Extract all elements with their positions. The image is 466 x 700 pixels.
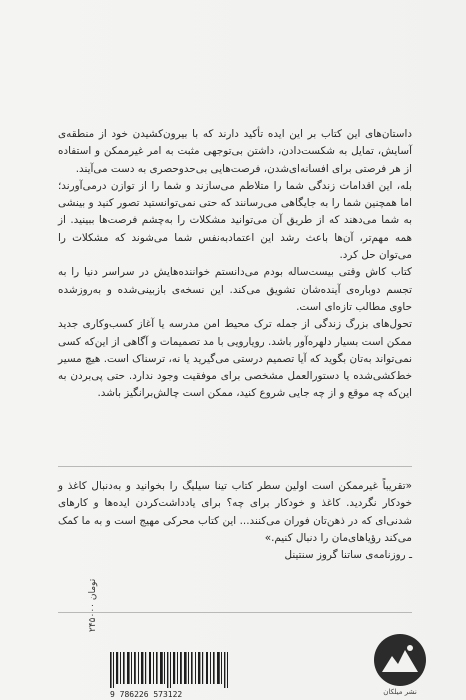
blurb-paragraph-3: کتاب کاش وقتی بیست‌ساله بودم می‌دانستم خواننده‌هایش در سراسر دنیا را به تجسم دوباره‌ی آینده‌شان تشویق می‌کند. این نسخه‌ی بازبینی‌شده و به‌روزشده حاوی مطالب تازه‌ای است.	[58, 266, 412, 313]
blurb-paragraph-4: تحول‌های بزرگ زندگی از جمله ترک محیط امن مدرسه یا آغاز کسب‌وکاری جدید ممکن است بسیار دلهره‌آور باشد. رویارویی با مد تصمیمات و آگاهی از این‌که کسی نمی‌تواند به‌تان بگوید که آیا تصمیم درستی می‌گیرید یا نه، ترسناک است. هیچ مسیر خط‌کشی‌شده یا دستورالعمل مشخصی برای موفقیت وجود ندارد. حتی پی‌بردن به این‌که چه موقع و از چه جایی شروع کنید، ممکن است چالش‌برانگیز باشد.	[58, 318, 412, 400]
isbn-barcode	[106, 650, 346, 700]
review-quote	[58, 478, 412, 564]
price-label: ۲۴۵۰۰۰ تومان	[88, 578, 98, 632]
blurb-text	[58, 126, 412, 403]
blurb-paragraph-2: بله، این اقدامات زندگی شما را متلاطم می‌سازند و شما را از توازن درمی‌آورند؛ اما همچنین شما را به جایگاهی می‌رسانند که حتی نمی‌توانستید تصور کنید و بینشی به شما می‌دهند که از طریق آن می‌توانید مشکلات را به‌چشم فرصت‌ها ببینید. از همه مهم‌تر، آن‌ها باعث رشد این اعتمادبه‌نفس شما می‌شوند که مشکلات را می‌توان حل کرد.	[58, 179, 412, 262]
blurb-paragraph-1: داستان‌های این کتاب بر این ایده تأکید دارند که با بیرون‌کشیدن خود از منطقه‌ی آسایش، تمایل به شکست‌دادن، داشتن بی‌توجهی مثبت به امر غیرممکن و استفاده از هر فرصتی برای افسانه‌ای‌شدن، فرصت‌هایی بی‌حدوحصری به دست می‌آیند.	[58, 128, 412, 175]
quote-divider-top	[58, 466, 412, 467]
publisher-name: نشر میلکان	[383, 688, 417, 696]
isbn-digits: 9 786226 573122	[110, 690, 183, 699]
quote-text: «تقریباً غیرممکن است اولین سطر کتاب تینا سیلیگ را بخوانید و به‌دنبال کاغذ و خودکار نگردید. کاغذ و خودکار برای چه؟ برای یادداشت‌کردن ایده‌ها و کارهای شدنی‌ای که در ذهن‌تان فوران می‌کنند... این کتاب محرکی مهیج است و به ما کمک می‌کند رؤیاهای‌مان را دنبال کنیم.»	[58, 480, 412, 544]
quote-divider-bottom	[58, 612, 412, 613]
publisher-logo	[372, 632, 428, 688]
quote-attribution: ـ روزنامه‌ی ساتنا گروز سنتینل	[284, 549, 412, 562]
